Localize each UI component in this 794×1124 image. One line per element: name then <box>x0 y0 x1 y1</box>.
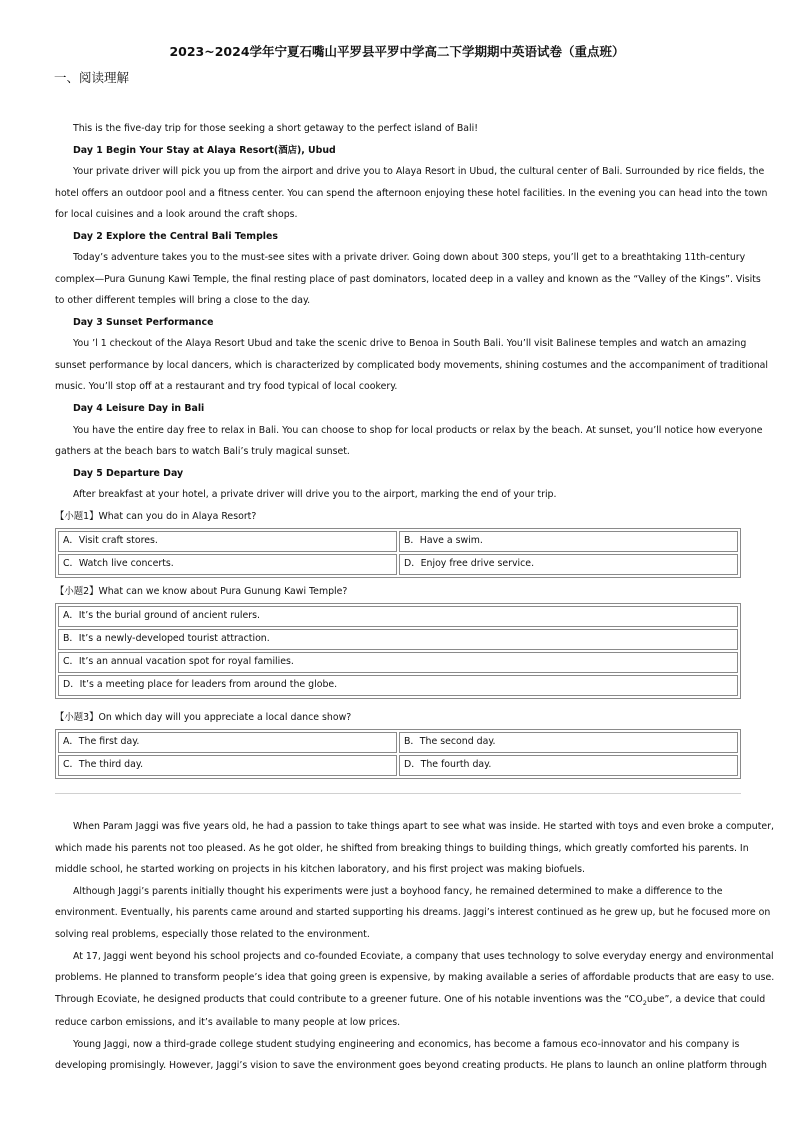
co2ube-subscript: 2 <box>642 998 647 1007</box>
day2-heading: Day 2 Explore the Central Bali Temples <box>73 231 278 242</box>
passage2-line: environment. Eventually, his parents came around and started supporting his dreams. Jaggi’s interest continued as he grew up, but he focused more on <box>55 907 771 918</box>
passage2-line: middle school, he started working on projects in his kitchen laboratory, and his first project was making biofuels. <box>55 864 585 875</box>
passage2-line: reduce carbon emissions, and it’s available to many people at low prices. <box>55 1017 401 1028</box>
question-3-stem: 【小题3】On which day will you appreciate a local dance show? <box>55 712 352 723</box>
option-b[interactable]: B．Have a swim. <box>399 531 738 552</box>
day5-heading: Day 5 Departure Day <box>73 468 184 479</box>
day1-line: hotel offers an outdoor pool and a fitness center. You can spend the afternoon enjoying these hotel facilities. In the evening you can head into the town <box>55 188 768 199</box>
option-c[interactable]: C．The third day. <box>58 755 397 776</box>
day3-line: You ’l 1 checkout of the Alaya Resort Ubud and take the scenic drive to Benoa in South Bali. You’ll visit Balinese temples and watch an amazing <box>73 338 747 349</box>
passage2-line: developing promisingly. However, Jaggi’s vision to save the environment goes beyond creating products. He plans to launch an online platform through <box>55 1060 767 1071</box>
day1-heading: Day 1 Begin Your Stay at Alaya Resort(酒店), Ubud <box>73 145 336 156</box>
section-heading: 一、阅读理解 <box>54 70 130 85</box>
exam-title: 2023~2024学年宁夏石嘴山平罗县平罗中学高二下学期期中英语试卷（重点班） <box>169 44 625 59</box>
day4-heading: Day 4 Leisure Day in Bali <box>73 403 205 414</box>
co2ube-text-after: ube”, a device that could <box>646 994 766 1005</box>
question-3-options <box>55 729 741 779</box>
question-2-stem: 【小题2】What can we know about Pura Gunung Kawi Temple? <box>55 586 348 597</box>
day2-line: Today’s adventure takes you to the must-see sites with a private driver. Going down about 300 steps, you’ll get to a breathtaking 11th-century <box>73 252 746 263</box>
day4-line: You have the entire day free to relax in Bali. You can choose to shop for local products or relax by the beach. At sunset, you’ll notice how everyone <box>73 425 763 436</box>
option-a[interactable]: A．It’s the burial ground of ancient rulers. <box>58 606 738 627</box>
passage2-line: When Param Jaggi was five years old, he had a passion to take things apart to see what was inside. He started with toys and even broke a computer, <box>73 821 774 832</box>
passage2-line: which made his parents not too pleased. As he got older, he shifted from breaking things to building things, which greatly comforted his parents. In <box>55 843 749 854</box>
option-b[interactable]: B．It’s a newly-developed tourist attraction. <box>58 629 738 650</box>
passage2-line: Although Jaggi’s parents initially thought his experiments were just a boyhood fancy, he remained determined to make a difference to the <box>73 886 723 897</box>
day5-line: After breakfast at your hotel, a private driver will drive you to the airport, marking the end of your trip. <box>73 489 557 500</box>
option-d[interactable]: D．It’s a meeting place for leaders from around the globe. <box>58 675 738 696</box>
option-a[interactable]: A．The first day. <box>58 732 397 753</box>
passage2-line: solving real problems, especially those related to the environment. <box>55 929 370 940</box>
section-divider <box>55 793 741 794</box>
question-1-options <box>55 528 741 578</box>
option-b[interactable]: B．The second day. <box>399 732 738 753</box>
day1-line: Your private driver will pick you up from the airport and drive you to Alaya Resort in Ubud, the cultural center of Bali. Surrounded by rice fields, the <box>73 166 765 177</box>
day3-line: sunset performance by local dancers, which is characterized by complicated body movements, shining costumes and the accompaniment of traditional <box>55 360 768 371</box>
option-d[interactable]: D．The fourth day. <box>399 755 738 776</box>
option-a[interactable]: A．Visit craft stores. <box>58 531 397 552</box>
option-c[interactable]: C．Watch live concerts. <box>58 554 397 575</box>
co2ube-text-before: Through Ecoviate, he designed products that could contribute to a greener future. One of his notable inventions was the “CO <box>55 994 643 1005</box>
day2-line: complex—Pura Gunung Kawi Temple, the final resting place of past dominators, located deep in a valley and known as the “Valley of the Kings”. Visits <box>55 274 761 285</box>
passage1-intro: This is the five-day trip for those seeking a short getaway to the perfect island of Bali! <box>73 123 479 134</box>
passage2-line: At 17, Jaggi went beyond his school projects and co-founded Ecoviate, a company that uses technology to solve everyday energy and environmental <box>73 951 774 962</box>
passage2-line: Young Jaggi, now a third-grade college student studying engineering and economics, has become a famous eco-innovator and his company is <box>73 1039 740 1050</box>
day3-line: music. You’ll stop off at a restaurant and try food typical of local cookery. <box>55 381 398 392</box>
question-1-stem: 【小题1】What can you do in Alaya Resort? <box>55 511 257 522</box>
day2-line: to other different temples will bring a close to the day. <box>55 295 311 306</box>
option-c[interactable]: C．It’s an annual vacation spot for royal families. <box>58 652 738 673</box>
question-2-options <box>55 603 741 699</box>
day3-heading: Day 3 Sunset Performance <box>73 317 214 328</box>
passage2-line: problems. He planned to transform people’s idea that going green is expensive, by making available a series of affordable products that are easy to use. <box>55 972 775 983</box>
option-d[interactable]: D．Enjoy free drive service. <box>399 554 738 575</box>
passage2-line-co2ube <box>55 994 766 1007</box>
day1-line: for local cuisines and a look around the craft shops. <box>55 209 298 220</box>
day4-line: gathers at the beach bars to watch Bali’s truly magical sunset. <box>55 446 350 457</box>
